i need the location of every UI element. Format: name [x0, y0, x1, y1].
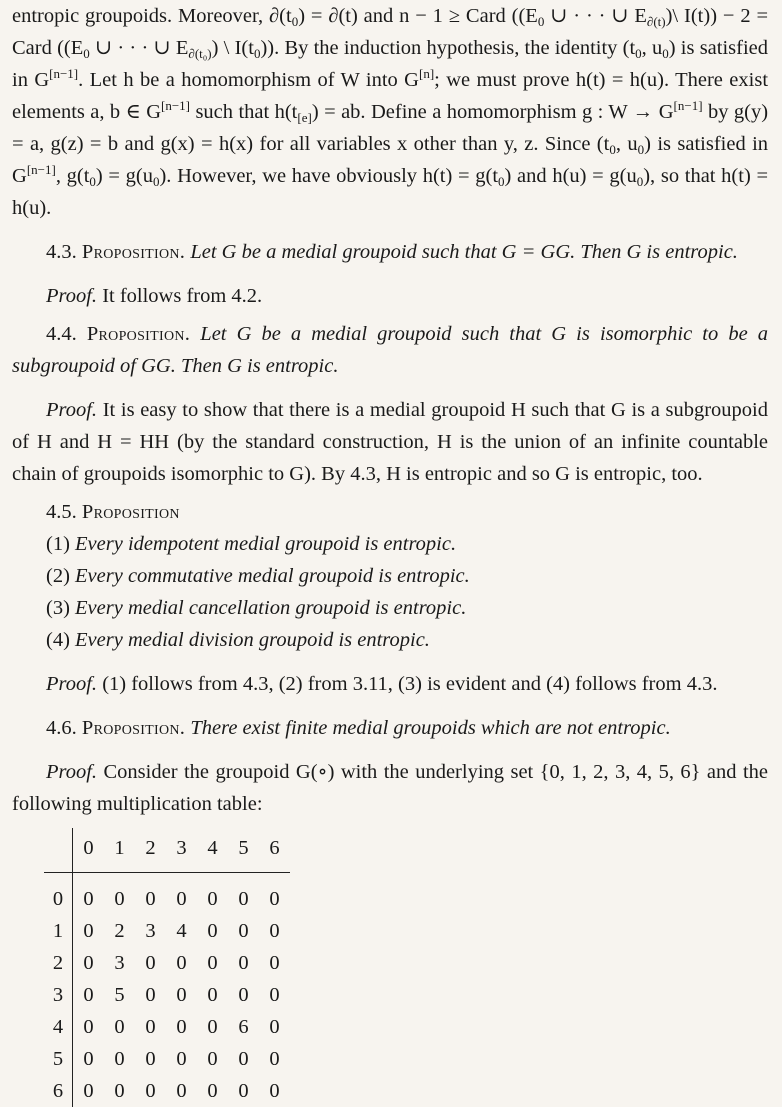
table-cell: 0 — [238, 1048, 249, 1070]
table-cell: 0 — [238, 1080, 249, 1102]
text: prove h(t) = h(u). There exist elements a, b ∈ G — [12, 69, 769, 123]
proof-label: Proof. — [46, 399, 98, 421]
prop-statement: Let G be a medial groupoid such that G = GG. Then G is entropic. — [190, 241, 738, 263]
table-cell: 0 — [176, 888, 187, 910]
table-cell: 0 — [145, 952, 156, 974]
prop-heading: Proposition. — [81, 241, 186, 263]
column-header: 0 — [73, 828, 105, 873]
table-cell: 0 — [207, 888, 218, 910]
table-header-row — [44, 828, 290, 873]
proof-text: Consider the groupoid G(∘) with the underlying set {0, 1, 2, 3, 4, 5, 6} and the following multiplication table: — [12, 761, 768, 815]
prop-number: 4.4. — [46, 323, 77, 345]
table-cell: 0 — [145, 888, 156, 910]
text: )). By the induction hypothesis, the identity — [260, 37, 618, 59]
subscript: 0 — [637, 142, 645, 157]
prop-heading: Proposition — [81, 501, 180, 523]
table-cell: 0 — [207, 984, 218, 1006]
table-cell: 6 — [238, 1016, 249, 1038]
table-cell: 2 — [114, 920, 125, 942]
subscript: 0 — [291, 14, 299, 29]
row-header: 0 — [52, 888, 64, 910]
text: , u — [641, 37, 663, 59]
superscript: [n−1] — [673, 98, 703, 113]
text: ) is satisfied in G — [12, 37, 769, 91]
list-item — [46, 624, 768, 656]
row-header: 4 — [52, 1016, 64, 1038]
column-header: 2 — [135, 828, 166, 873]
superscript: [n−1] — [49, 66, 79, 81]
table-cell: 0 — [207, 920, 218, 942]
subscript: ∂(t₀) — [188, 46, 212, 61]
proof-4-4 — [12, 394, 768, 490]
table-row — [44, 1043, 290, 1075]
proof-label: Proof. — [46, 285, 98, 307]
text: However, we have obviously h(t) = g(t — [177, 165, 499, 187]
list-item — [46, 560, 768, 592]
table-cell: 0 — [269, 1016, 280, 1038]
table-cell: 0 — [145, 984, 156, 1006]
subscript: 0 — [83, 46, 90, 61]
table-cell: 0 — [207, 1048, 218, 1070]
table-corner — [44, 828, 73, 873]
table-cell: 3 — [145, 920, 156, 942]
item-text: Every idempotent medial groupoid is entropic. — [75, 533, 457, 555]
subscript: 0 — [636, 174, 644, 189]
column-header: 1 — [104, 828, 135, 873]
table-cell: 0 — [73, 915, 105, 947]
text: such that h(t — [190, 101, 298, 123]
table-cell: 0 — [269, 984, 280, 1006]
proof-text: It follows from 4.2. — [102, 285, 263, 307]
table-cell: 0 — [73, 873, 105, 916]
item-number: (2) — [46, 565, 70, 587]
proposition-4-3 — [12, 236, 768, 268]
table-cell: 4 — [176, 920, 187, 942]
subscript: [e] — [297, 110, 312, 125]
item-number: (1) — [46, 533, 70, 555]
table-cell: 0 — [73, 1043, 105, 1075]
table-cell: 0 — [207, 1080, 218, 1102]
table-cell: 0 — [73, 1011, 105, 1043]
table-cell: 3 — [114, 952, 125, 974]
superscript: [n−1] — [26, 162, 56, 177]
text: ). — [159, 165, 172, 187]
subscript: 0 — [498, 174, 505, 189]
table-cell: 5 — [114, 984, 125, 1006]
proposition-4-5 — [12, 496, 768, 528]
item-number: (3) — [46, 597, 70, 619]
subscript: 0 — [609, 142, 616, 157]
prop-heading: Proposition. — [81, 717, 186, 739]
table-row — [44, 979, 290, 1011]
proof-text: It is easy to show that there is a medial groupoid H such that G is a subgroupoid of H and H = HH (by the standard construction, H is the union of an infinite countable chain of groupoids isomorphic to G). By 4.3, H is entropic and so G is entropic, too. — [12, 399, 769, 485]
list-item — [46, 592, 768, 624]
subscript: 0 — [253, 46, 261, 61]
proof-label: Proof. — [46, 673, 98, 695]
text: ) = ∂(t) and n − 1 ≥ Card ((E — [298, 5, 538, 27]
subscript: 0 — [152, 174, 160, 189]
item-text: Every medial cancellation groupoid is entropic. — [75, 597, 467, 619]
page — [12, 0, 768, 1107]
text: (t — [622, 37, 636, 59]
table-cell: 0 — [145, 1016, 156, 1038]
table-cell: 0 — [207, 952, 218, 974]
prop-statement: There exist finite medial groupoids which are not entropic. — [190, 717, 671, 739]
text: I(t)) − 2 = Card ((E — [12, 5, 769, 59]
item-text: Every medial division groupoid is entropic. — [75, 629, 430, 651]
table-cell: 0 — [269, 920, 280, 942]
table-cell: 0 — [207, 1016, 218, 1038]
table-cell: 0 — [73, 1075, 105, 1107]
text: . Let h be a homomorphism of W into G — [78, 69, 419, 91]
text: ) is satisfied in G — [12, 133, 769, 187]
text: , g(t — [55, 165, 90, 187]
text: , u — [615, 133, 638, 155]
table-cell: 0 — [176, 1016, 187, 1038]
superscript: [n] — [419, 66, 435, 81]
table-cell: 0 — [114, 1016, 125, 1038]
item-number: (4) — [46, 629, 70, 651]
table-cell: 0 — [176, 952, 187, 974]
table-row — [44, 947, 290, 979]
table-cell: 0 — [114, 888, 125, 910]
text: by g(y) = a, g(z) = b and g(x) = h(x) for all — [12, 101, 769, 155]
prop-statement: Let G be a medial groupoid such that G is isomorphic to be a subgroupoid of GG. Then G is entropic. — [12, 323, 769, 377]
table-row — [44, 1011, 290, 1043]
superscript: [n−1] — [161, 98, 191, 113]
table-cell: 0 — [238, 952, 249, 974]
column-header: 6 — [259, 828, 290, 873]
table-cell: 0 — [238, 888, 249, 910]
proposition-4-5-list — [46, 528, 768, 656]
row-header: 3 — [52, 984, 64, 1006]
proof-4-6 — [12, 756, 768, 820]
multiplication-table — [44, 828, 290, 1107]
column-header: 5 — [228, 828, 259, 873]
text: ), so that h(t) = h(u). — [12, 165, 769, 219]
prop-number: 4.5. — [46, 501, 77, 523]
item-text: Every commutative medial groupoid is entropic. — [75, 565, 470, 587]
row-header: 1 — [52, 920, 64, 942]
table-cell: 0 — [114, 1048, 125, 1070]
subscript: 0 — [635, 46, 642, 61]
table-cell: 0 — [176, 984, 187, 1006]
proof-4-5 — [12, 668, 768, 700]
table-row — [44, 915, 290, 947]
list-item — [46, 528, 768, 560]
table-cell: 0 — [176, 1080, 187, 1102]
table-cell: 0 — [238, 920, 249, 942]
prop-heading: Proposition. — [86, 323, 191, 345]
table-row — [44, 1075, 290, 1107]
table-row — [44, 873, 290, 916]
proof-text: (1) follows from 4.3, (2) from 3.11, (3) is evident and (4) follows from 4.3. — [102, 673, 718, 695]
proof-label: Proof. — [46, 761, 98, 783]
proposition-4-6 — [12, 712, 768, 744]
table-cell: 0 — [269, 888, 280, 910]
text: ) = g(u — [95, 165, 153, 187]
text: )\ — [665, 5, 679, 27]
table-cell: 0 — [73, 947, 105, 979]
proof-4-3 — [12, 280, 768, 312]
column-header: 3 — [166, 828, 197, 873]
text: ; we must — [434, 69, 517, 91]
text: ∪ · · · ∪ E — [89, 37, 189, 59]
table-cell: 0 — [114, 1080, 125, 1102]
text: entropic groupoids. Moreover, ∂(t — [12, 5, 292, 27]
text: variables x other than y, z. Since (t — [316, 133, 610, 155]
prop-number: 4.6. — [46, 717, 77, 739]
row-header: 5 — [52, 1048, 64, 1070]
column-header: 4 — [197, 828, 228, 873]
table-cell: 0 — [269, 952, 280, 974]
table-cell: 0 — [176, 1048, 187, 1070]
proposition-4-4 — [12, 318, 768, 382]
table-cell: 0 — [145, 1080, 156, 1102]
subscript: ∂(t) — [646, 14, 666, 29]
text: ) and h(u) = g(u — [504, 165, 637, 187]
subscript: 0 — [662, 46, 669, 61]
table-cell: 0 — [73, 979, 105, 1011]
prop-number: 4.3. — [46, 241, 77, 263]
table-cell: 0 — [269, 1080, 280, 1102]
table-cell: 0 — [269, 1048, 280, 1070]
table-cell: 0 — [238, 984, 249, 1006]
paragraph-induction — [12, 0, 768, 224]
row-header: 6 — [52, 1080, 64, 1102]
subscript: 0 — [537, 14, 545, 29]
table-cell: 0 — [145, 1048, 156, 1070]
subscript: 0 — [89, 174, 96, 189]
text: ∪ · · · ∪ E — [544, 5, 647, 27]
text: ) \ I(t — [211, 37, 254, 59]
row-header: 2 — [52, 952, 64, 974]
text: a homomorphism g : W → G — [432, 101, 674, 123]
text: ) = ab. Define — [311, 101, 427, 123]
